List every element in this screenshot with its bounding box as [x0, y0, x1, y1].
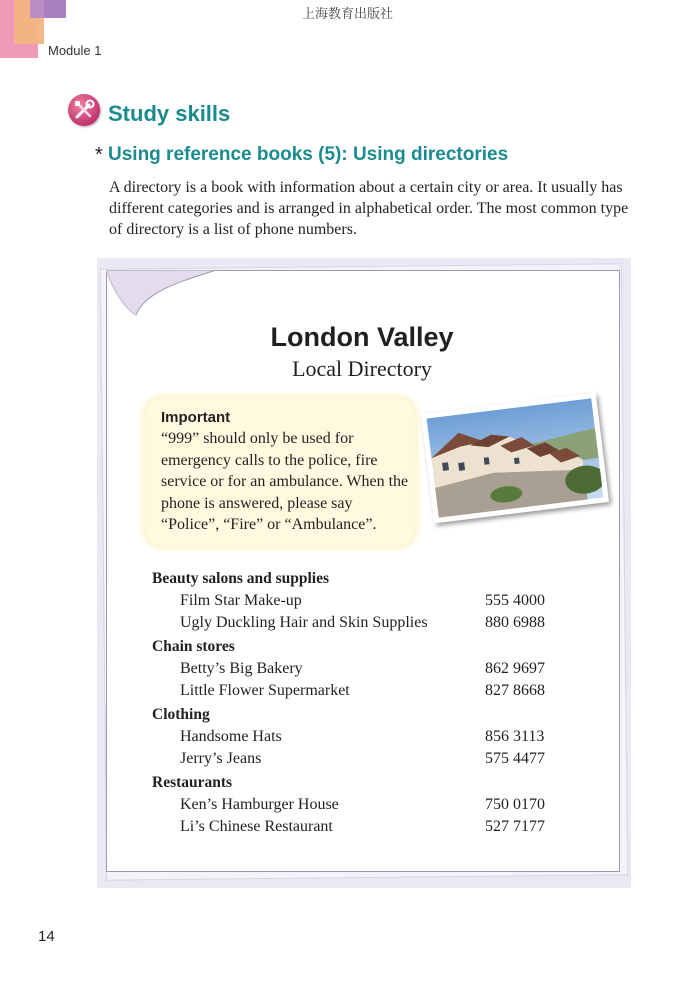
listing-phone: 527 7177	[485, 818, 545, 835]
category-heading: Chain stores	[152, 638, 235, 655]
listing-name: Ken’s Hamburger House	[180, 796, 339, 813]
subsection-title: Using reference books (5): Using directories	[108, 144, 509, 165]
listing-phone: 880 6988	[485, 614, 545, 631]
page-number: 14	[38, 928, 55, 945]
listing-name: Li’s Chinese Restaurant	[180, 818, 333, 835]
listing-name: Jerry’s Jeans	[180, 750, 262, 767]
listing-name: Betty’s Big Bakery	[180, 660, 303, 677]
intro-paragraph: A directory is a book with information about a certain city or area. It usually has different categories and is arranged in alphabetical order. The most common type of directory is a list of phone numbers.	[109, 179, 629, 238]
tools-icon	[68, 94, 100, 126]
listing-phone: 750 0170	[485, 796, 545, 813]
category-heading: Clothing	[152, 706, 210, 723]
note-heading: Important	[161, 409, 231, 426]
listing-name: Ugly Duckling Hair and Skin Supplies	[180, 614, 428, 631]
module-label: Module 1	[48, 43, 102, 58]
listing-phone: 856 3113	[485, 728, 545, 745]
listing-name: Handsome Hats	[180, 728, 282, 745]
listing-phone: 827 8668	[485, 682, 545, 699]
subsection-marker: *	[95, 144, 103, 166]
listing-phone: 862 9697	[485, 660, 545, 677]
listing-name: Little Flower Supermarket	[180, 682, 350, 699]
listing-name: Film Star Make-up	[180, 592, 302, 609]
note-body: “999” should only be used for emergency calls to the police, fire service or for an ambulance. When the phone is answered, please say “Police”, “Fire” or “Ambulance”.	[161, 430, 409, 533]
directory-title: London Valley	[270, 322, 454, 352]
village-street-photo	[421, 393, 609, 524]
section-title: Study skills	[108, 101, 231, 126]
listing-phone: 555 4000	[485, 592, 545, 609]
category-heading: Restaurants	[152, 774, 233, 791]
category-heading: Beauty salons and supplies	[152, 570, 330, 587]
publisher-header: 上海教育出版社	[301, 7, 393, 22]
directory-subtitle: Local Directory	[292, 356, 432, 381]
listing-phone: 575 4477	[485, 750, 545, 767]
